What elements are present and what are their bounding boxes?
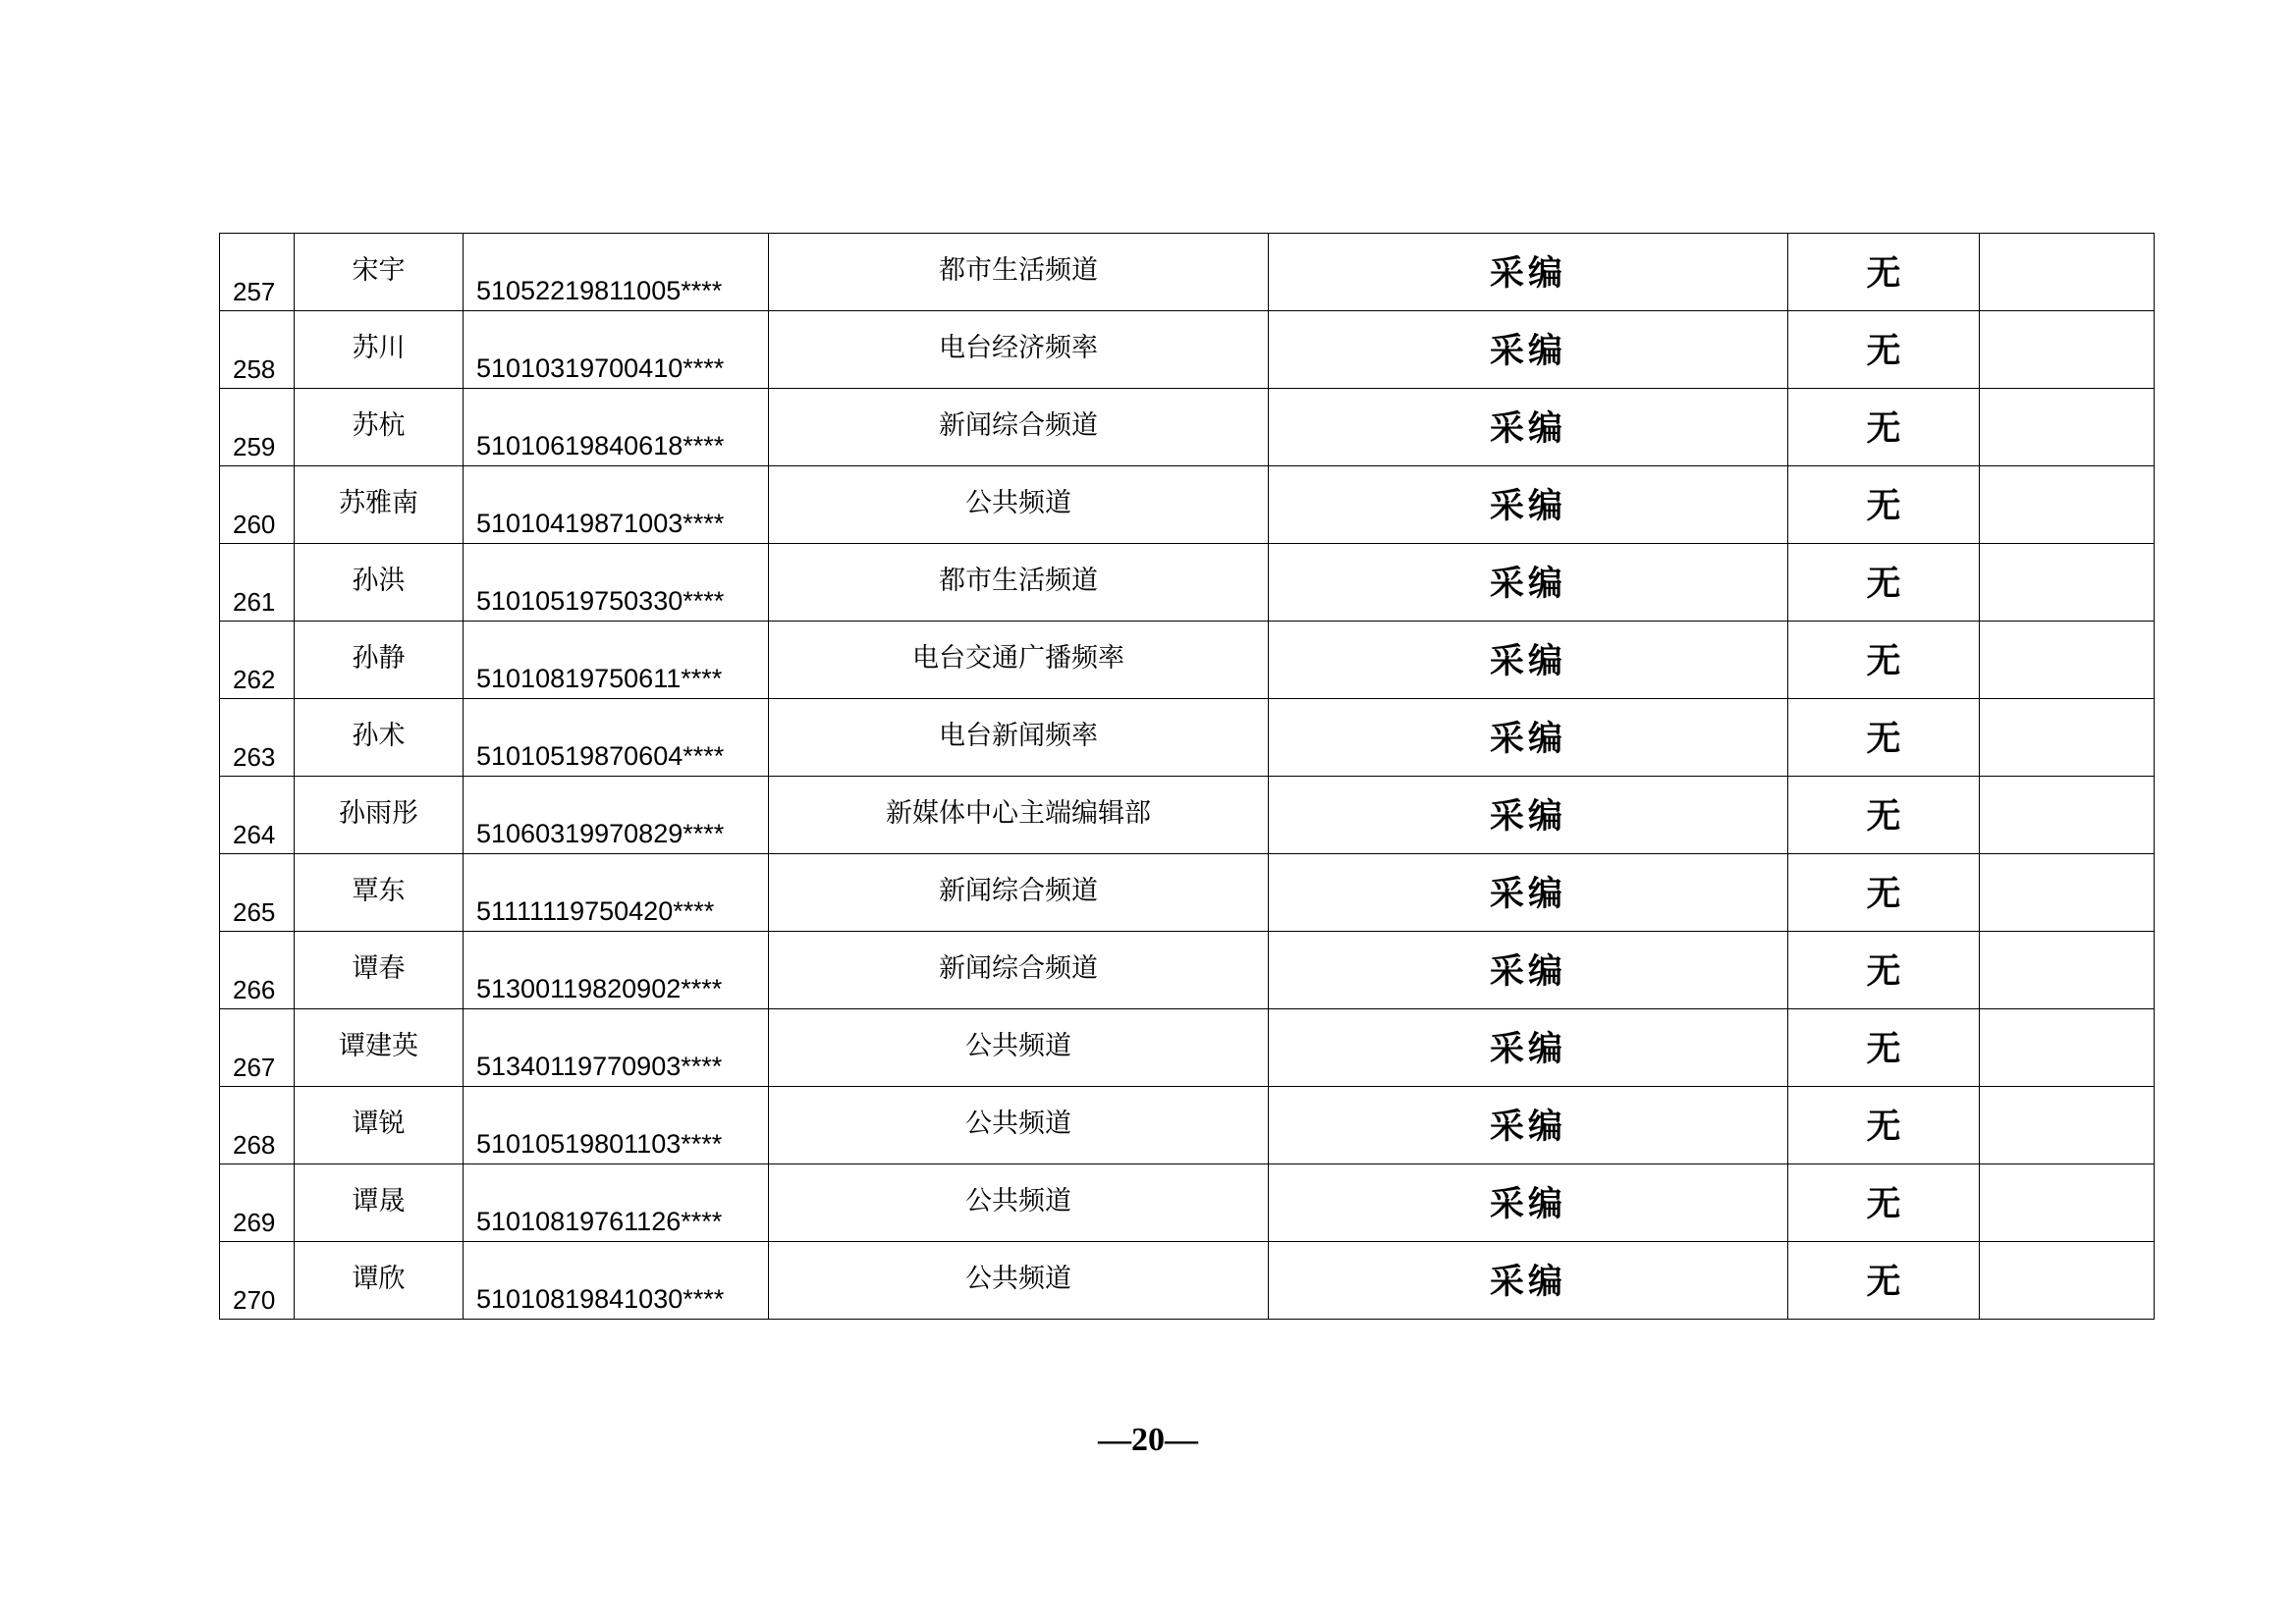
id-number-cell	[464, 932, 769, 1009]
id-number: 51300119820902****	[476, 974, 723, 1003]
person-name-cell	[295, 932, 464, 1009]
id-number-cell	[464, 699, 769, 777]
person-name: 谭欣	[352, 1264, 406, 1294]
row-number: 265	[233, 897, 276, 927]
person-name-cell	[295, 234, 464, 311]
table-row	[220, 1164, 2155, 1242]
row-number: 259	[233, 432, 276, 461]
row-number: 266	[233, 975, 276, 1004]
id-number: 51010619840618****	[476, 431, 725, 460]
table-row	[220, 622, 2155, 699]
row-number: 260	[233, 510, 276, 539]
job-category: 采编	[1489, 952, 1566, 992]
row-number-cell	[220, 777, 295, 854]
row-number: 258	[233, 354, 276, 384]
person-name-cell	[295, 622, 464, 699]
person-name-cell	[295, 1009, 464, 1087]
department-cell	[769, 234, 1269, 311]
person-name-cell	[295, 1087, 464, 1164]
status-value-cell	[1788, 1164, 1980, 1242]
status-value-cell	[1788, 1242, 1980, 1320]
status-value: 无	[1866, 720, 1901, 759]
id-number-cell	[464, 234, 769, 311]
id-number: 51010519801103****	[476, 1129, 723, 1159]
table-row	[220, 777, 2155, 854]
status-value-cell	[1788, 699, 1980, 777]
person-name: 覃东	[352, 876, 406, 906]
status-value: 无	[1866, 797, 1901, 837]
id-number-cell	[464, 544, 769, 622]
department-cell	[769, 1087, 1269, 1164]
job-category: 采编	[1489, 875, 1566, 914]
status-value: 无	[1866, 952, 1901, 992]
department-cell	[769, 777, 1269, 854]
remark-cell-cell	[1980, 777, 2155, 854]
job-category-cell	[1269, 699, 1788, 777]
person-name-cell	[295, 699, 464, 777]
person-name: 孙术	[352, 721, 406, 751]
department: 新闻综合频道	[939, 876, 1098, 906]
department: 电台新闻频率	[939, 721, 1098, 751]
person-name-cell	[295, 1164, 464, 1242]
job-category-cell	[1269, 311, 1788, 389]
job-category-cell	[1269, 234, 1788, 311]
id-number: 51111119750420****	[476, 896, 715, 926]
id-number-cell	[464, 389, 769, 466]
remark-cell-cell	[1980, 854, 2155, 932]
id-number: 51010519870604****	[476, 741, 725, 771]
department: 新闻综合频道	[939, 953, 1098, 984]
department: 公共频道	[965, 1264, 1071, 1294]
job-category-cell	[1269, 932, 1788, 1009]
person-name-cell	[295, 389, 464, 466]
id-number-cell	[464, 1087, 769, 1164]
id-number-cell	[464, 466, 769, 544]
row-number: 261	[233, 587, 276, 617]
job-category-cell	[1269, 389, 1788, 466]
job-category: 采编	[1489, 720, 1566, 759]
row-number-cell	[220, 1242, 295, 1320]
status-value-cell	[1788, 1009, 1980, 1087]
job-category: 采编	[1489, 409, 1566, 449]
status-value: 无	[1866, 1263, 1901, 1302]
department: 公共频道	[965, 1109, 1071, 1139]
row-number-cell	[220, 854, 295, 932]
id-number: 51010319700410****	[476, 353, 725, 383]
status-value-cell	[1788, 777, 1980, 854]
department-cell	[769, 466, 1269, 544]
remark-cell-cell	[1980, 1164, 2155, 1242]
remark-cell-cell	[1980, 544, 2155, 622]
row-number-cell	[220, 932, 295, 1009]
table-body	[220, 234, 2155, 1320]
status-value-cell	[1788, 1087, 1980, 1164]
row-number-cell	[220, 544, 295, 622]
id-number: 51010819750611****	[476, 664, 723, 693]
remark-cell-cell	[1980, 311, 2155, 389]
table-row	[220, 311, 2155, 389]
row-number: 270	[233, 1285, 276, 1315]
row-number: 264	[233, 820, 276, 849]
row-number-cell	[220, 234, 295, 311]
department-cell	[769, 699, 1269, 777]
status-value-cell	[1788, 622, 1980, 699]
remark-cell-cell	[1980, 932, 2155, 1009]
id-number: 51010819841030****	[476, 1284, 725, 1314]
id-number: 51010519750330****	[476, 586, 725, 616]
table-row	[220, 932, 2155, 1009]
department-cell	[769, 854, 1269, 932]
table-row	[220, 544, 2155, 622]
status-value-cell	[1788, 854, 1980, 932]
job-category: 采编	[1489, 1030, 1566, 1069]
id-number: 51052219811005****	[476, 276, 723, 305]
row-number: 269	[233, 1208, 276, 1237]
id-number: 51060319970829****	[476, 819, 725, 848]
person-name: 苏杭	[352, 410, 406, 441]
department-cell	[769, 932, 1269, 1009]
department-cell	[769, 1242, 1269, 1320]
person-name: 孙雨彤	[339, 798, 418, 829]
job-category-cell	[1269, 1242, 1788, 1320]
person-name: 谭晟	[352, 1186, 406, 1217]
row-number-cell	[220, 466, 295, 544]
status-value-cell	[1788, 466, 1980, 544]
remark-cell-cell	[1980, 1242, 2155, 1320]
person-name: 苏雅南	[339, 488, 418, 518]
department-cell	[769, 1009, 1269, 1087]
person-name: 谭锐	[352, 1109, 406, 1139]
job-category-cell	[1269, 777, 1788, 854]
remark-cell-cell	[1980, 622, 2155, 699]
person-name-cell	[295, 466, 464, 544]
table-row	[220, 854, 2155, 932]
table-row	[220, 389, 2155, 466]
remark-cell-cell	[1980, 699, 2155, 777]
status-value: 无	[1866, 1185, 1901, 1224]
job-category-cell	[1269, 466, 1788, 544]
department-cell	[769, 622, 1269, 699]
row-number: 263	[233, 742, 276, 772]
department-cell	[769, 311, 1269, 389]
table-row	[220, 1009, 2155, 1087]
row-number-cell	[220, 1087, 295, 1164]
id-number-cell	[464, 1242, 769, 1320]
job-category: 采编	[1489, 254, 1566, 294]
id-number: 51340119770903****	[476, 1052, 723, 1081]
status-value: 无	[1866, 332, 1901, 371]
job-category-cell	[1269, 544, 1788, 622]
department: 公共频道	[965, 1031, 1071, 1061]
person-name: 谭建英	[339, 1031, 418, 1061]
job-category-cell	[1269, 854, 1788, 932]
job-category: 采编	[1489, 487, 1566, 526]
table-row	[220, 466, 2155, 544]
department: 都市生活频道	[939, 566, 1098, 596]
row-number-cell	[220, 1009, 295, 1087]
job-category: 采编	[1489, 565, 1566, 604]
person-name-cell	[295, 544, 464, 622]
id-number-cell	[464, 854, 769, 932]
person-name: 苏川	[352, 333, 406, 363]
person-name: 宋宇	[352, 255, 406, 286]
person-name-cell	[295, 1242, 464, 1320]
status-value-cell	[1788, 234, 1980, 311]
job-category: 采编	[1489, 1263, 1566, 1302]
id-number: 51010419871003****	[476, 509, 725, 538]
id-number: 51010819761126****	[476, 1207, 723, 1236]
department: 电台交通广播频率	[912, 643, 1124, 674]
status-value: 无	[1866, 642, 1901, 681]
row-number: 267	[233, 1053, 276, 1082]
row-number-cell	[220, 311, 295, 389]
person-name: 孙静	[352, 643, 406, 674]
person-name: 孙洪	[352, 566, 406, 596]
row-number-cell	[220, 1164, 295, 1242]
department-cell	[769, 1164, 1269, 1242]
job-category-cell	[1269, 1009, 1788, 1087]
row-number-cell	[220, 389, 295, 466]
status-value: 无	[1866, 875, 1901, 914]
table-row	[220, 1087, 2155, 1164]
person-name-cell	[295, 311, 464, 389]
department: 公共频道	[965, 488, 1071, 518]
status-value: 无	[1866, 565, 1901, 604]
person-name-cell	[295, 777, 464, 854]
table-row	[220, 699, 2155, 777]
job-category: 采编	[1489, 797, 1566, 837]
department: 新媒体中心主端编辑部	[886, 798, 1151, 829]
id-number-cell	[464, 1164, 769, 1242]
job-category: 采编	[1489, 1108, 1566, 1147]
row-number: 268	[233, 1130, 276, 1160]
person-name: 谭春	[352, 953, 406, 984]
table-row	[220, 234, 2155, 311]
id-number-cell	[464, 1009, 769, 1087]
personnel-table	[219, 233, 2155, 1320]
id-number-cell	[464, 777, 769, 854]
department: 电台经济频率	[939, 333, 1098, 363]
status-value-cell	[1788, 311, 1980, 389]
job-category: 采编	[1489, 1185, 1566, 1224]
department-cell	[769, 389, 1269, 466]
status-value: 无	[1866, 254, 1901, 294]
row-number-cell	[220, 622, 295, 699]
status-value-cell	[1788, 389, 1980, 466]
job-category-cell	[1269, 622, 1788, 699]
remark-cell-cell	[1980, 466, 2155, 544]
job-category: 采编	[1489, 332, 1566, 371]
row-number: 262	[233, 665, 276, 694]
remark-cell-cell	[1980, 1009, 2155, 1087]
remark-cell-cell	[1980, 389, 2155, 466]
id-number-cell	[464, 622, 769, 699]
page-number: —20—	[1098, 1422, 1198, 1458]
id-number-cell	[464, 311, 769, 389]
job-category-cell	[1269, 1164, 1788, 1242]
status-value-cell	[1788, 932, 1980, 1009]
job-category-cell	[1269, 1087, 1788, 1164]
department-cell	[769, 544, 1269, 622]
status-value: 无	[1866, 1030, 1901, 1069]
department: 都市生活频道	[939, 255, 1098, 286]
row-number-cell	[220, 699, 295, 777]
status-value-cell	[1788, 544, 1980, 622]
person-name-cell	[295, 854, 464, 932]
table-row	[220, 1242, 2155, 1320]
department: 公共频道	[965, 1186, 1071, 1217]
status-value: 无	[1866, 1108, 1901, 1147]
status-value: 无	[1866, 487, 1901, 526]
status-value: 无	[1866, 409, 1901, 449]
remark-cell-cell	[1980, 234, 2155, 311]
department: 新闻综合频道	[939, 410, 1098, 441]
row-number: 257	[233, 277, 276, 306]
job-category: 采编	[1489, 642, 1566, 681]
remark-cell-cell	[1980, 1087, 2155, 1164]
